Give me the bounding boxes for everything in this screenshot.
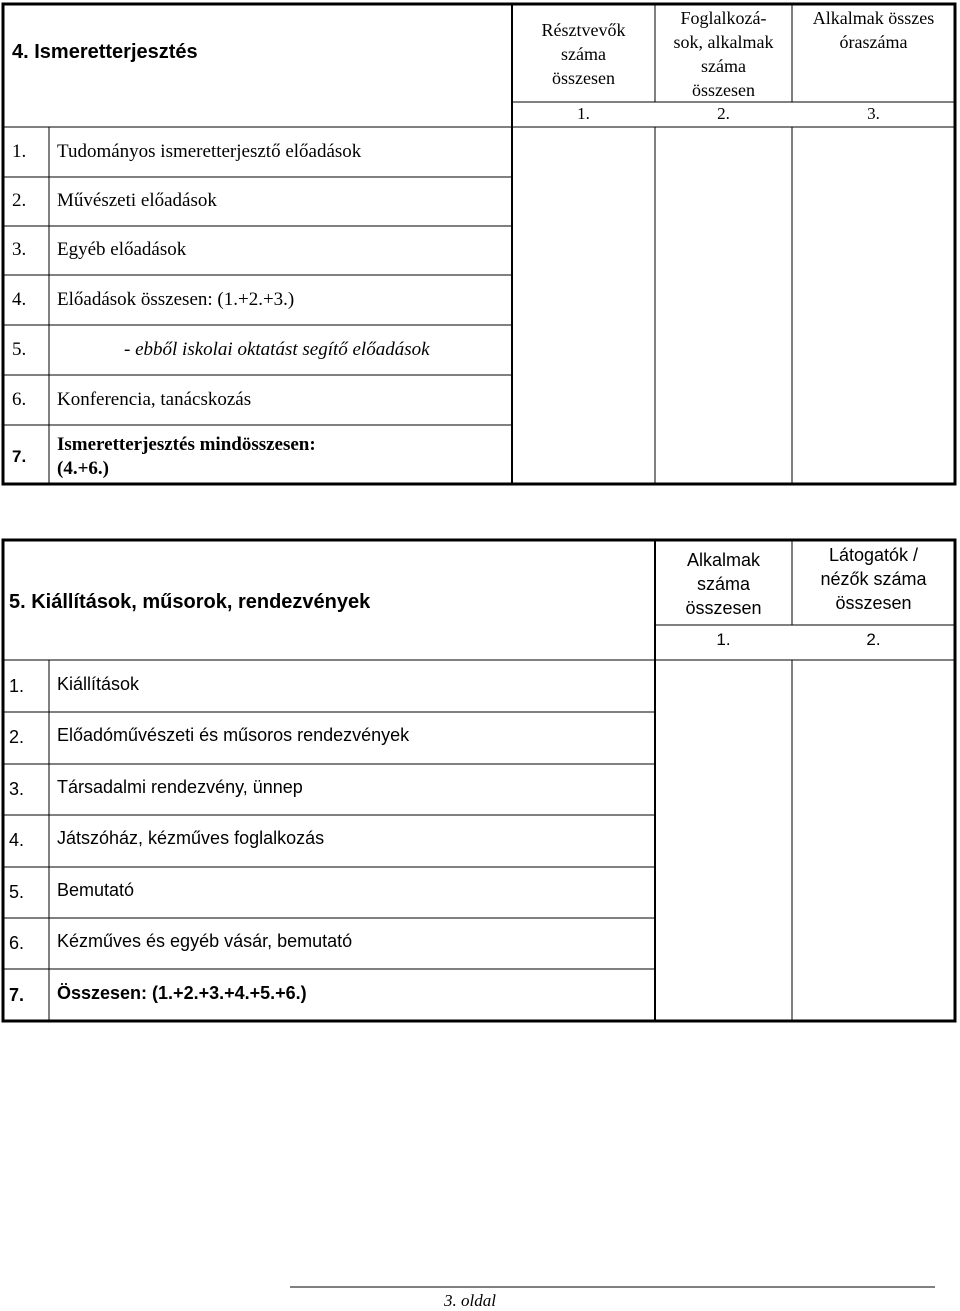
row-label: Kiállítások <box>57 674 140 694</box>
row-number: 2. <box>12 190 27 211</box>
row-number: 6. <box>12 389 27 410</box>
row-number: 7. <box>9 985 25 1005</box>
col-number-3: 3. <box>867 104 880 123</box>
row-number: 4. <box>9 830 25 850</box>
row-number: 1. <box>9 676 25 696</box>
header-visitors: Látogatók / nézők száma összesen <box>820 545 927 613</box>
row-number: 2. <box>9 727 25 747</box>
row-label: Társadalmi rendezvény, ünnep <box>57 777 303 797</box>
row-label: Összesen: (1.+2.+3.+4.+5.+6.) <box>57 983 307 1003</box>
row-label: Egyéb előadások <box>57 239 187 260</box>
row-label: Tudományos ismeretterjesztő előadások <box>57 141 362 162</box>
page-number: 3. oldal <box>444 1291 496 1310</box>
row-label: Bemutató <box>57 880 135 900</box>
row-label: Játszóház, kézműves foglalkozás <box>57 828 325 848</box>
header-sessions: Foglalkozá- sok, alkalmak száma összesen <box>673 8 774 100</box>
col-number-2: 2. <box>717 104 730 123</box>
col-number-1: 1. <box>716 630 731 649</box>
row-number: 3. <box>9 779 25 799</box>
section5-title: 5. Kiállítások, műsorok, rendezvények <box>9 591 371 613</box>
header-hours: Alkalmak összes óraszáma <box>812 8 935 52</box>
header-occasions: Alkalmak száma összesen <box>685 550 762 618</box>
row-label: Előadóművészeti és műsoros rendezvények <box>57 725 410 745</box>
row-label: Konferencia, tanácskozás <box>57 389 252 410</box>
row-label: Ismeretterjesztés mindösszesen: (4.+6.) <box>57 434 316 479</box>
section4-title: 4. Ismeretterjesztés <box>12 41 198 63</box>
col-number-2: 2. <box>866 630 881 649</box>
row-number: 3. <box>12 239 27 260</box>
row-number: 4. <box>12 289 27 310</box>
row-number: 6. <box>9 933 25 953</box>
row-number: 5. <box>12 339 27 360</box>
col-number-1: 1. <box>577 104 590 123</box>
row-number: 1. <box>12 141 27 162</box>
row-label: Művészeti előadások <box>57 190 217 211</box>
row-number: 5. <box>9 882 25 902</box>
row-label: - ebből iskolai oktatást segítő előadások <box>124 339 430 360</box>
row-number: 7. <box>12 447 27 466</box>
header-participants: Résztvevők száma összesen <box>541 20 626 88</box>
row-label: Előadások összesen: (1.+2.+3.) <box>57 289 295 310</box>
row-label: Kézműves és egyéb vásár, bemutató <box>57 931 353 951</box>
